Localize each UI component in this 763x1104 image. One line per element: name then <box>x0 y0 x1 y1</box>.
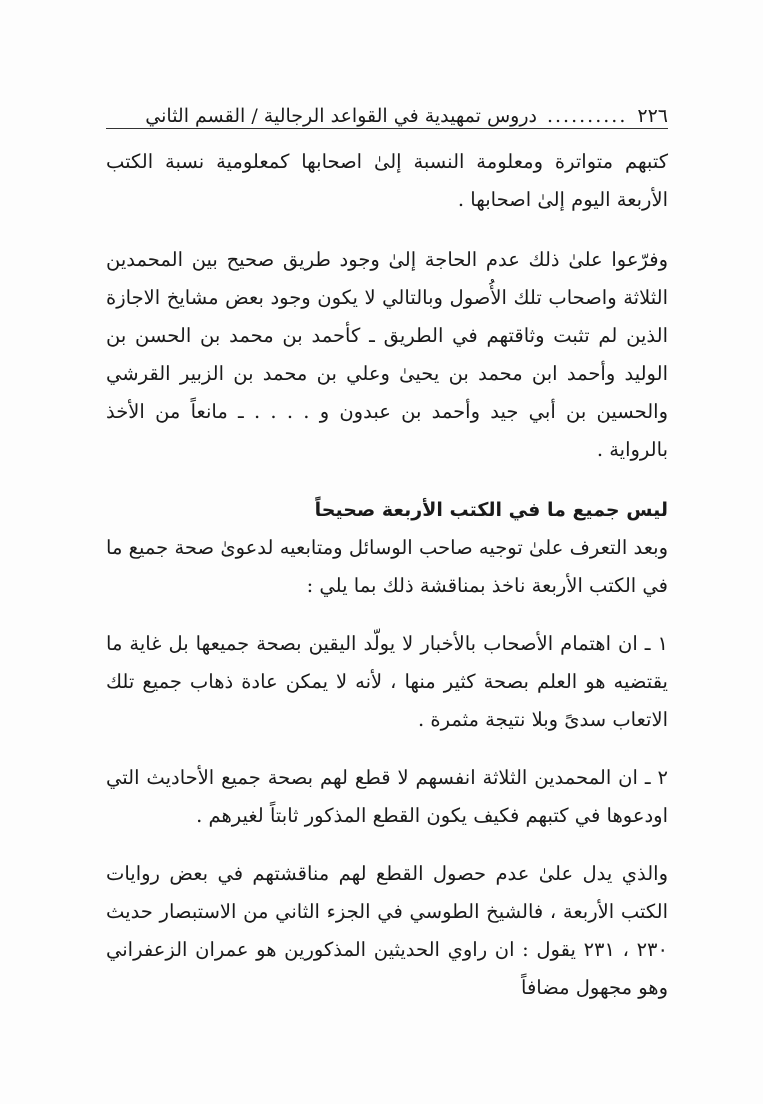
page-body <box>106 143 668 1007</box>
spacer <box>106 739 668 759</box>
spacer <box>106 219 668 241</box>
spacer <box>106 469 668 491</box>
paragraph-2: وفرّعوا علىٰ ذلك عدم الحاجة إلىٰ وجود طريق صحيح بين المحمدين الثلاثة واصحاب تلك الأُصول وبالتالي لا يكون وجود بعض مشايخ الاجازة الذين لم تثبت وثاقتهم في الطريق ـ كأحمد بن محمد بن الحسن بن الوليد وأحمد ابن محمد بن يحيىٰ وعلي بن محمد بن الزبير القرشي والحسين بن أبي جيد وأحمد بن عبدون و . . . . ـ مانعاً من الأخذ بالرواية . <box>106 248 668 461</box>
paragraph-6: والذي يدل علىٰ عدم حصول القطع لهم مناقشتهم في بعض روايات الكتب الأربعة ، فالشيخ الطوسي في الجزء الثاني من الاستبصار حديث ٢٣٠ ، ٢٣١ يقول : ان راوي الحديثين المذكورين هو عمران الزعفراني وهو مجهول مضافاً <box>106 862 668 999</box>
paragraph-4: ١ ـ ان اهتمام الأصحاب بالأخبار لا يولّد اليقين بصحة جميعها بل غاية ما يقتضيه هو العلم بصحة كثير منها ، لأنه لا يمكن عادة ذهاب جميع تلك الاتعاب سدىً وبلا نتيجة مثمرة . <box>106 632 668 731</box>
spacer <box>106 605 668 625</box>
spacer <box>106 835 668 855</box>
running-header <box>106 93 668 127</box>
section-heading: ليس جميع ما في الكتب الأربعة صحيحاً <box>314 499 668 521</box>
header-title: دروس تمهيدية في القواعد الرجالية / القسم الثاني <box>145 105 537 127</box>
page-number: ٢٢٦ <box>637 105 668 127</box>
header-divider <box>106 128 668 129</box>
paragraph-5: ٢ ـ ان المحمدين الثلاثة انفسهم لا قطع لهم بصحة جميع الأحاديث التي اودعوها في كتبهم فكيف يكون القطع المذكور ثابتاً لغيرهم . <box>106 766 668 827</box>
paragraph-3: وبعد التعرف علىٰ توجيه صاحب الوسائل ومتابعيه لدعوىٰ صحة جميع ما في الكتب الأربعة ناخذ بمناقشة ذلك بما يلي : <box>106 536 668 597</box>
header-leader-dots: .......... <box>546 105 628 127</box>
paragraph-1: كتبهم متواترة ومعلومة النسبة إلىٰ اصحابها كمعلومية نسبة الكتب الأربعة اليوم إلىٰ اصحابها . <box>106 150 668 211</box>
